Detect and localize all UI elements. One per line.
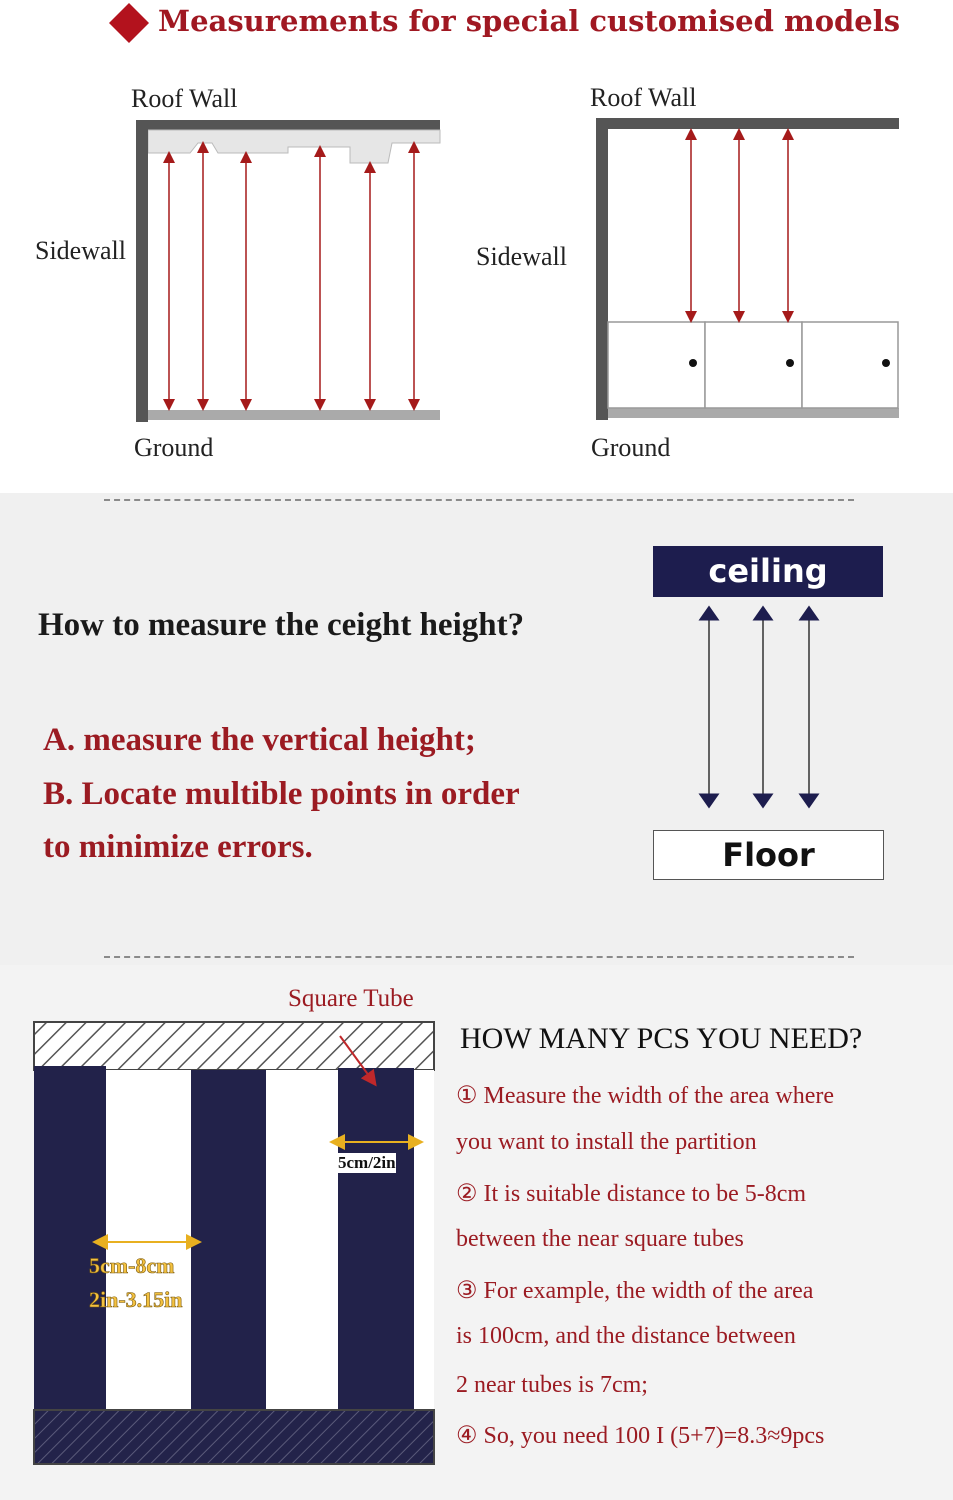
top-beam (34, 1022, 434, 1070)
gap-label-cm: 5cm-8cm (89, 1253, 175, 1278)
left-sidewall-label: Sidewall (35, 236, 126, 265)
howto-step-b-line1: B. Locate multible points in order (43, 776, 520, 812)
ceiling-floor-arrows (690, 603, 825, 811)
pcs-line-6: is 100cm, and the distance between (456, 1323, 796, 1349)
page-title: Measurements for special customised models (158, 4, 901, 38)
left-ceiling-profile (148, 130, 440, 163)
cabinet-knob-3 (882, 359, 890, 367)
cabinet-knob-2 (786, 359, 794, 367)
square-tube-label: Square Tube (288, 985, 414, 1012)
left-roof-label: Roof Wall (131, 84, 238, 113)
ceiling-box: ceiling (653, 546, 883, 597)
cabinet-knob-1 (689, 359, 697, 367)
right-sidewall-label: Sidewall (476, 242, 567, 271)
howto-question: How to measure the ceight height? (38, 607, 525, 643)
pcs-line-4: between the near square tubes (456, 1226, 744, 1252)
tube-3 (338, 1068, 414, 1414)
left-sidewall-bar (136, 120, 148, 422)
pcs-line-3: ② It is suitable distance to be 5-8cm (456, 1181, 807, 1207)
right-roof-label: Roof Wall (590, 83, 697, 112)
right-ground-bar (608, 408, 899, 418)
tube-2 (191, 1070, 266, 1414)
right-sidewall-bar (596, 118, 608, 420)
gap-label-in: 2in-3.15in (89, 1287, 183, 1312)
right-ground-label: Ground (591, 433, 671, 462)
tube-width-label: 5cm/2in (338, 1153, 396, 1172)
right-roof-bar (596, 118, 899, 129)
tube-1 (34, 1066, 106, 1414)
diamond-icon (108, 2, 150, 44)
divider-bottom (104, 956, 854, 958)
pcs-line-8: ④ So, you need 100 I (5+7)=8.3≈9pcs (456, 1423, 825, 1449)
right-wall-diagram (590, 112, 905, 427)
pcs-line-5: ③ For example, the width of the area (456, 1278, 814, 1304)
left-wall-diagram (130, 115, 450, 430)
left-ground-label: Ground (134, 433, 214, 462)
left-ground-bar (148, 410, 440, 420)
tube-diagram (30, 1018, 440, 1470)
pcs-line-7: 2 near tubes is 7cm; (456, 1372, 648, 1398)
bottom-beam (34, 1410, 434, 1464)
left-roof-bar (136, 120, 440, 130)
howto-step-b-line2: to minimize errors. (43, 829, 313, 865)
floor-box: Floor (653, 830, 884, 880)
pcs-line-2: you want to install the partition (456, 1129, 757, 1155)
pcs-heading: HOW MANY PCS YOU NEED? (460, 1022, 863, 1055)
howto-step-a: A. measure the vertical height; (43, 722, 476, 758)
pcs-line-1: ① Measure the width of the area where (456, 1083, 835, 1109)
divider-top (104, 499, 854, 501)
